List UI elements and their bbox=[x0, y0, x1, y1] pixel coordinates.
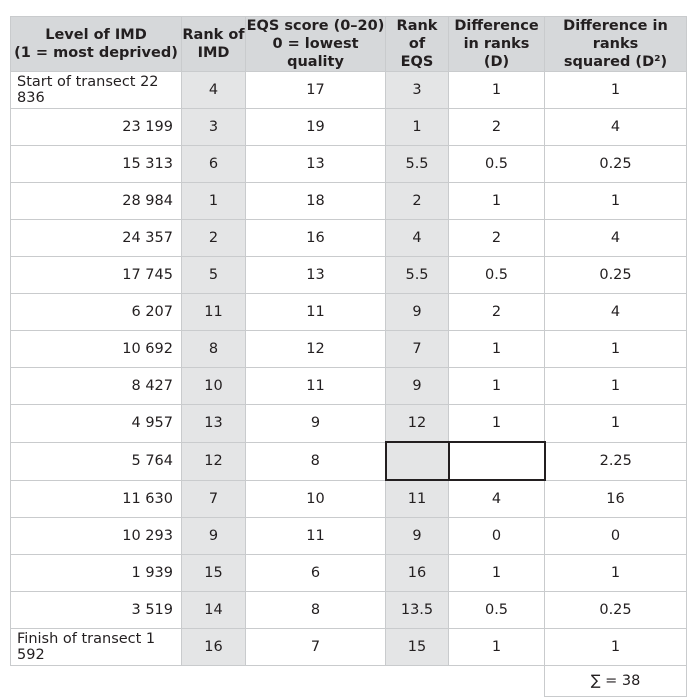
eqs-cell: 17 bbox=[246, 72, 386, 109]
difference-squared-cell: 1 bbox=[545, 72, 687, 109]
eqs-cell: 8 bbox=[246, 442, 386, 480]
imd-cell: Finish of transect 1 592 bbox=[11, 629, 182, 666]
table-row bbox=[11, 331, 687, 368]
difference-squared-cell: 0.25 bbox=[545, 257, 687, 294]
difference-squared-cell: 1 bbox=[545, 331, 687, 368]
rank-eqs-cell: 9 bbox=[386, 294, 449, 331]
rank-eqs-cell: 12 bbox=[386, 405, 449, 443]
difference-cell: 1 bbox=[449, 72, 545, 109]
blank-rank-eqs-cell bbox=[386, 442, 449, 480]
rank-imd-cell: 5 bbox=[182, 257, 246, 294]
table-row bbox=[11, 368, 687, 405]
difference-cell: 2 bbox=[449, 294, 545, 331]
imd-cell: 1 939 bbox=[11, 555, 182, 592]
header-difference: Difference in ranks (D) bbox=[449, 17, 545, 72]
rank-eqs-cell: 15 bbox=[386, 629, 449, 666]
imd-cell: 4 957 bbox=[11, 405, 182, 443]
header-rank-eqs: Rank of EQS bbox=[386, 17, 449, 72]
header-imd-level: Level of IMD (1 = most deprived) bbox=[11, 17, 182, 72]
imd-cell: 24 357 bbox=[11, 220, 182, 257]
blank-difference-cell bbox=[449, 442, 545, 480]
imd-cell: 23 199 bbox=[11, 109, 182, 146]
table-row bbox=[11, 592, 687, 629]
rank-eqs-cell: 9 bbox=[386, 518, 449, 555]
difference-squared-cell: 1 bbox=[545, 555, 687, 592]
rank-imd-cell: 2 bbox=[182, 220, 246, 257]
rank-imd-cell: 1 bbox=[182, 183, 246, 220]
imd-cell: 28 984 bbox=[11, 183, 182, 220]
difference-squared-cell: 0 bbox=[545, 518, 687, 555]
difference-cell: 0 bbox=[449, 518, 545, 555]
table-row bbox=[11, 442, 687, 480]
eqs-cell: 12 bbox=[246, 331, 386, 368]
eqs-cell: 7 bbox=[246, 629, 386, 666]
table-row bbox=[11, 294, 687, 331]
imd-cell: 5 764 bbox=[11, 442, 182, 480]
rank-imd-cell: 11 bbox=[182, 294, 246, 331]
difference-squared-cell: 1 bbox=[545, 368, 687, 405]
rank-imd-cell: 3 bbox=[182, 109, 246, 146]
rank-eqs-cell: 13.5 bbox=[386, 592, 449, 629]
eqs-cell: 11 bbox=[246, 368, 386, 405]
difference-squared-cell: 4 bbox=[545, 109, 687, 146]
rank-imd-cell: 4 bbox=[182, 72, 246, 109]
difference-squared-cell: 4 bbox=[545, 294, 687, 331]
eqs-cell: 16 bbox=[246, 220, 386, 257]
eqs-cell: 13 bbox=[246, 257, 386, 294]
table-row bbox=[11, 183, 687, 220]
imd-cell: 11 630 bbox=[11, 480, 182, 518]
rank-eqs-cell: 7 bbox=[386, 331, 449, 368]
difference-cell: 0.5 bbox=[449, 592, 545, 629]
rank-eqs-cell: 11 bbox=[386, 480, 449, 518]
sum-cell: ∑ = 38 bbox=[545, 666, 687, 697]
table-row bbox=[11, 72, 687, 109]
rank-imd-cell: 7 bbox=[182, 480, 246, 518]
eqs-cell: 10 bbox=[246, 480, 386, 518]
difference-squared-cell: 1 bbox=[545, 629, 687, 666]
table-row bbox=[11, 146, 687, 183]
rank-eqs-cell: 3 bbox=[386, 72, 449, 109]
difference-squared-cell: 1 bbox=[545, 183, 687, 220]
difference-cell: 1 bbox=[449, 183, 545, 220]
difference-cell: 1 bbox=[449, 629, 545, 666]
difference-cell: 0.5 bbox=[449, 257, 545, 294]
difference-squared-cell: 0.25 bbox=[545, 146, 687, 183]
imd-cell: 3 519 bbox=[11, 592, 182, 629]
header-row bbox=[11, 17, 687, 72]
imd-cell: 15 313 bbox=[11, 146, 182, 183]
rank-imd-cell: 6 bbox=[182, 146, 246, 183]
difference-cell: 1 bbox=[449, 555, 545, 592]
difference-squared-cell: 16 bbox=[545, 480, 687, 518]
difference-cell: 2 bbox=[449, 109, 545, 146]
rank-imd-cell: 10 bbox=[182, 368, 246, 405]
sum-row bbox=[11, 666, 687, 697]
rank-eqs-cell: 16 bbox=[386, 555, 449, 592]
imd-cell: 8 427 bbox=[11, 368, 182, 405]
difference-squared-cell: 1 bbox=[545, 405, 687, 443]
rank-imd-cell: 9 bbox=[182, 518, 246, 555]
difference-cell: 1 bbox=[449, 331, 545, 368]
header-eqs-score: EQS score (0–20) 0 = lowest quality bbox=[246, 18, 385, 70]
eqs-cell: 8 bbox=[246, 592, 386, 629]
difference-cell: 0.5 bbox=[449, 146, 545, 183]
difference-cell: 4 bbox=[449, 480, 545, 518]
table-row bbox=[11, 257, 687, 294]
rank-imd-cell: 16 bbox=[182, 629, 246, 666]
rank-eqs-cell: 2 bbox=[386, 183, 449, 220]
imd-cell: 17 745 bbox=[11, 257, 182, 294]
difference-cell: 1 bbox=[449, 368, 545, 405]
rank-eqs-cell: 5.5 bbox=[386, 257, 449, 294]
table-row bbox=[11, 109, 687, 146]
imd-cell: Start of transect 22 836 bbox=[11, 72, 182, 109]
rank-imd-cell: 8 bbox=[182, 331, 246, 368]
eqs-cell: 9 bbox=[246, 405, 386, 443]
rank-imd-cell: 14 bbox=[182, 592, 246, 629]
difference-squared-cell: 2.25 bbox=[545, 442, 687, 480]
eqs-cell: 6 bbox=[246, 555, 386, 592]
header-difference-squared: Difference in ranks squared (D²) bbox=[545, 17, 687, 72]
rank-eqs-cell: 5.5 bbox=[386, 146, 449, 183]
imd-cell: 10 293 bbox=[11, 518, 182, 555]
table-row bbox=[11, 629, 687, 666]
rank-eqs-cell: 1 bbox=[386, 109, 449, 146]
eqs-cell: 19 bbox=[246, 109, 386, 146]
table-row bbox=[11, 518, 687, 555]
spearman-rank-table bbox=[10, 16, 687, 697]
imd-cell: 10 692 bbox=[11, 331, 182, 368]
rank-imd-cell: 13 bbox=[182, 405, 246, 443]
rank-imd-cell: 12 bbox=[182, 442, 246, 480]
imd-cell: 6 207 bbox=[11, 294, 182, 331]
difference-squared-cell: 4 bbox=[545, 220, 687, 257]
eqs-cell: 11 bbox=[246, 294, 386, 331]
table-row bbox=[11, 220, 687, 257]
table-row bbox=[11, 480, 687, 518]
difference-cell: 1 bbox=[449, 405, 545, 443]
rank-eqs-cell: 9 bbox=[386, 368, 449, 405]
eqs-cell: 13 bbox=[246, 146, 386, 183]
eqs-cell: 18 bbox=[246, 183, 386, 220]
table-row bbox=[11, 555, 687, 592]
difference-cell: 2 bbox=[449, 220, 545, 257]
rank-imd-cell: 15 bbox=[182, 555, 246, 592]
eqs-cell: 11 bbox=[246, 518, 386, 555]
table-row bbox=[11, 405, 687, 443]
difference-squared-cell: 0.25 bbox=[545, 592, 687, 629]
rank-eqs-cell: 4 bbox=[386, 220, 449, 257]
header-rank-imd: Rank of IMD bbox=[182, 17, 246, 72]
